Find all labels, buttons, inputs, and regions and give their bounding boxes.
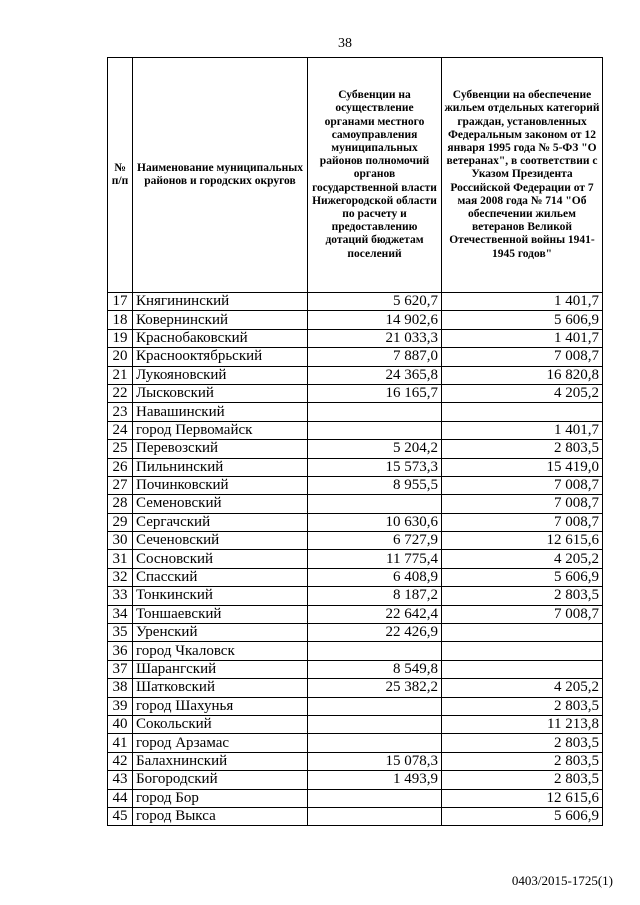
row-value-1: 14 902,6: [308, 311, 442, 329]
table-row: [108, 605, 603, 623]
table-row: [108, 789, 603, 807]
row-value-1: [308, 403, 442, 421]
table-row: [108, 532, 603, 550]
row-name: Шатковский: [133, 679, 308, 697]
row-value-1: 15 078,3: [308, 752, 442, 770]
row-value-1: 8 549,8: [308, 660, 442, 678]
row-value-1: [308, 734, 442, 752]
row-value-1: 15 573,3: [308, 458, 442, 476]
table-row: [108, 771, 603, 789]
row-value-2: [442, 403, 603, 421]
row-value-1: 24 365,8: [308, 366, 442, 384]
header-name: Наименование муниципальных районов и городских округов: [133, 58, 308, 293]
row-name: Богородский: [133, 771, 308, 789]
table-row: [108, 384, 603, 402]
table-row: [108, 458, 603, 476]
row-name: город Шахунья: [133, 697, 308, 715]
row-value-2: 5 606,9: [442, 568, 603, 586]
row-number: 17: [108, 293, 133, 311]
row-number: 39: [108, 697, 133, 715]
row-value-1: 16 165,7: [308, 384, 442, 402]
table-row: [108, 495, 603, 513]
row-number: 44: [108, 789, 133, 807]
row-value-2: 2 803,5: [442, 440, 603, 458]
row-number: 18: [108, 311, 133, 329]
row-name: город Первомайск: [133, 421, 308, 439]
row-value-2: 1 401,7: [442, 421, 603, 439]
table-row: [108, 734, 603, 752]
row-name: Сеченовский: [133, 532, 308, 550]
row-value-2: 4 205,2: [442, 550, 603, 568]
row-value-1: 7 887,0: [308, 348, 442, 366]
row-number: 42: [108, 752, 133, 770]
header-col2: Субвенции на обеспечение жильем отдельных категорий граждан, установленных Федеральным законом от 12 января 1995 года № 5-ФЗ "О ветеранах", в соответствии с Указом Президента Российской Федерации от 7 мая 2008 года № 714 "Об обеспечении жильем ветеранов Великой Отечественной войны 1941-1945 годов": [442, 58, 603, 293]
row-number: 19: [108, 329, 133, 347]
row-number: 34: [108, 605, 133, 623]
row-name: Спасский: [133, 568, 308, 586]
table-row: [108, 476, 603, 494]
row-name: Ковернинский: [133, 311, 308, 329]
row-number: 27: [108, 476, 133, 494]
row-name: город Бор: [133, 789, 308, 807]
row-value-2: 7 008,7: [442, 513, 603, 531]
row-number: 31: [108, 550, 133, 568]
row-value-1: [308, 715, 442, 733]
row-name: Лукояновский: [133, 366, 308, 384]
table-row: [108, 366, 603, 384]
row-number: 45: [108, 807, 133, 825]
row-value-1: 25 382,2: [308, 679, 442, 697]
row-name: Уренский: [133, 624, 308, 642]
row-number: 23: [108, 403, 133, 421]
table-row: [108, 697, 603, 715]
table-row: [108, 311, 603, 329]
table-row: [108, 329, 603, 347]
row-number: 33: [108, 587, 133, 605]
table-row: [108, 587, 603, 605]
row-number: 20: [108, 348, 133, 366]
document-code: 0403/2015-1725(1): [511, 873, 613, 888]
table-body: [108, 293, 603, 826]
table-header-row: [108, 58, 603, 293]
row-number: 25: [108, 440, 133, 458]
row-value-1: 8 187,2: [308, 587, 442, 605]
row-number: 32: [108, 568, 133, 586]
row-number: 35: [108, 624, 133, 642]
row-value-2: 5 606,9: [442, 807, 603, 825]
row-value-2: 11 213,8: [442, 715, 603, 733]
header-col1: Субвенции на осуществление органами местного самоуправления муниципальных районов полномочий органов государственной власти Нижегородской области по расчету и предоставлению дотаций бюджетам поселений: [308, 58, 442, 293]
row-name: Сокольский: [133, 715, 308, 733]
row-value-2: [442, 642, 603, 660]
row-value-2: 2 803,5: [442, 587, 603, 605]
row-name: Тонкинский: [133, 587, 308, 605]
table-row: [108, 513, 603, 531]
row-name: Семеновский: [133, 495, 308, 513]
row-value-1: 8 955,5: [308, 476, 442, 494]
row-name: Починковский: [133, 476, 308, 494]
row-number: 28: [108, 495, 133, 513]
row-number: 40: [108, 715, 133, 733]
row-value-2: 1 401,7: [442, 329, 603, 347]
row-value-1: 10 630,6: [308, 513, 442, 531]
row-name: Балахнинский: [133, 752, 308, 770]
row-value-1: 6 727,9: [308, 532, 442, 550]
row-value-2: 7 008,7: [442, 605, 603, 623]
row-name: Краснобаковский: [133, 329, 308, 347]
row-number: 29: [108, 513, 133, 531]
row-value-2: 1 401,7: [442, 293, 603, 311]
row-name: Навашинский: [133, 403, 308, 421]
row-name: Тоншаевский: [133, 605, 308, 623]
row-name: город Чкаловск: [133, 642, 308, 660]
row-number: 36: [108, 642, 133, 660]
row-value-1: [308, 421, 442, 439]
row-name: Княгининский: [133, 293, 308, 311]
row-value-2: 7 008,7: [442, 495, 603, 513]
table-row: [108, 715, 603, 733]
row-name: Перевозский: [133, 440, 308, 458]
row-value-2: 5 606,9: [442, 311, 603, 329]
header-num: № п/п: [108, 58, 133, 293]
row-value-2: [442, 624, 603, 642]
row-name: город Арзамас: [133, 734, 308, 752]
row-number: 43: [108, 771, 133, 789]
table-row: [108, 421, 603, 439]
row-value-2: 16 820,8: [442, 366, 603, 384]
table-row: [108, 624, 603, 642]
row-name: Сергачский: [133, 513, 308, 531]
row-value-2: 7 008,7: [442, 348, 603, 366]
page-number: 38: [338, 36, 352, 51]
row-name: Краснооктябрьский: [133, 348, 308, 366]
table-row: [108, 660, 603, 678]
subvention-table: [107, 57, 603, 826]
row-value-1: 1 493,9: [308, 771, 442, 789]
row-value-1: 22 426,9: [308, 624, 442, 642]
table-row: [108, 568, 603, 586]
row-number: 37: [108, 660, 133, 678]
table-row: [108, 348, 603, 366]
row-number: 24: [108, 421, 133, 439]
row-number: 26: [108, 458, 133, 476]
row-value-1: [308, 807, 442, 825]
table-row: [108, 403, 603, 421]
row-value-1: [308, 789, 442, 807]
row-value-1: [308, 697, 442, 715]
row-value-1: [308, 495, 442, 513]
row-value-2: 2 803,5: [442, 697, 603, 715]
row-value-2: 4 205,2: [442, 384, 603, 402]
row-number: 38: [108, 679, 133, 697]
row-value-1: 22 642,4: [308, 605, 442, 623]
row-number: 41: [108, 734, 133, 752]
row-value-2: 12 615,6: [442, 532, 603, 550]
row-name: Шарангский: [133, 660, 308, 678]
table-row: [108, 550, 603, 568]
table-row: [108, 642, 603, 660]
row-value-1: 6 408,9: [308, 568, 442, 586]
row-value-2: 2 803,5: [442, 771, 603, 789]
row-number: 30: [108, 532, 133, 550]
table-row: [108, 440, 603, 458]
row-number: 21: [108, 366, 133, 384]
row-value-2: [442, 660, 603, 678]
row-value-1: 21 033,3: [308, 329, 442, 347]
row-name: Лысковский: [133, 384, 308, 402]
row-value-2: 12 615,6: [442, 789, 603, 807]
row-value-2: 15 419,0: [442, 458, 603, 476]
table-row: [108, 293, 603, 311]
table-row: [108, 752, 603, 770]
table-row: [108, 679, 603, 697]
row-value-2: 2 803,5: [442, 734, 603, 752]
row-value-1: 11 775,4: [308, 550, 442, 568]
row-value-2: 4 205,2: [442, 679, 603, 697]
row-value-2: 2 803,5: [442, 752, 603, 770]
row-name: город Выкса: [133, 807, 308, 825]
row-name: Сосновский: [133, 550, 308, 568]
row-value-1: 5 620,7: [308, 293, 442, 311]
row-number: 22: [108, 384, 133, 402]
row-value-2: 7 008,7: [442, 476, 603, 494]
row-value-1: [308, 642, 442, 660]
table-row: [108, 807, 603, 825]
row-name: Пильнинский: [133, 458, 308, 476]
row-value-1: 5 204,2: [308, 440, 442, 458]
